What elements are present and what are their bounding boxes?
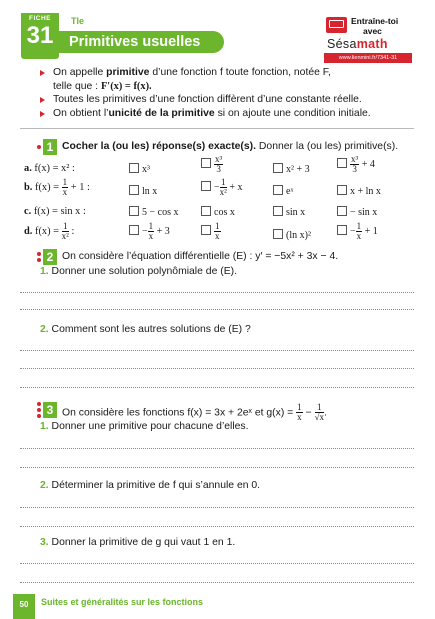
frac-numerator: 1 [62, 177, 68, 187]
exercise-2-question-2 [40, 324, 251, 335]
minus-sign: − [305, 407, 312, 419]
qcm-row-d-label [24, 222, 74, 241]
intro-b3-b: unicité de la primitive [108, 107, 215, 119]
checkbox[interactable] [201, 206, 211, 216]
checkbox[interactable] [273, 206, 283, 216]
row-function-end: + 1 : [70, 181, 90, 193]
frac-numerator: 1 [315, 403, 324, 413]
option-prefix: − [214, 181, 220, 193]
intro-bullet-1-cont [40, 80, 410, 94]
row-letter: c. [24, 206, 32, 217]
sesamath-url[interactable]: www.lienmini.fr/7341-31 [324, 53, 412, 63]
qcm-a-option-4[interactable] [337, 155, 375, 174]
question-text: Comment sont les autres solutions de (E) ? [48, 324, 251, 335]
exercise-2-question-1 [40, 266, 237, 277]
row-letter: d. [24, 225, 33, 237]
title-bar [59, 31, 224, 53]
exercise-3-marker [37, 402, 57, 418]
frac-denominator: 3 [352, 164, 357, 174]
intro-b1-d: telle que : [53, 80, 101, 92]
checkbox[interactable] [129, 163, 139, 173]
checkbox[interactable] [201, 225, 211, 235]
answer-line[interactable] [20, 507, 414, 508]
answer-line[interactable] [20, 309, 414, 310]
qcm-a-option-1[interactable] [129, 163, 150, 175]
question-text: Donner une solution polynômiale de (E). [48, 266, 237, 277]
exercise-2-number: 2 [43, 249, 57, 265]
divider [20, 128, 414, 129]
qcm-row-c-label [24, 206, 86, 217]
qcm-b-option-2[interactable] [201, 178, 242, 197]
sesamath-box[interactable] [324, 16, 412, 64]
answer-line[interactable] [20, 526, 414, 527]
answer-line[interactable] [20, 387, 414, 388]
question-number: 2. [40, 324, 49, 335]
difficulty-dots [37, 402, 42, 418]
question-text: Donner la primitive de g qui vaut 1 en 1. [48, 537, 236, 548]
exercise-3-number: 3 [43, 402, 57, 418]
option-text: 5 − cos x [142, 207, 179, 218]
frac-denominator: x² [219, 187, 227, 197]
option-text: x² + 3 [286, 164, 310, 175]
answer-line[interactable] [20, 292, 414, 293]
qcm-c-option-1[interactable] [129, 206, 178, 218]
qcm-d-option-2[interactable] [201, 222, 221, 241]
ex3-text: On considère les fonctions f(x) = 3x + 2eˣ et g(x) = [62, 407, 294, 419]
qcm-c-option-3[interactable] [273, 206, 305, 218]
row-letter: b. [24, 181, 33, 193]
exercise-1-number: 1 [43, 139, 57, 155]
checkbox[interactable] [273, 185, 283, 195]
row-function: f(x) = x² : [34, 163, 75, 174]
intro-bullet-3 [40, 107, 410, 121]
frac-denominator: x [215, 231, 220, 241]
qcm-a-option-3[interactable] [273, 163, 310, 175]
intro-bullets [40, 66, 410, 120]
qcm-d-option-1[interactable] [129, 222, 170, 241]
question-text: Déterminer la primitive de f qui s’annule en 0. [48, 480, 261, 491]
intro-b1-a: On appelle [53, 67, 107, 78]
question-number: 1. [40, 421, 49, 432]
checkbox[interactable] [337, 206, 347, 216]
qcm-row-b-label [24, 178, 90, 197]
row-letter: a. [24, 163, 32, 174]
row-function: f(x) = [35, 225, 60, 237]
exercise-3-question-2 [40, 480, 260, 491]
checkbox[interactable] [337, 185, 347, 195]
checkbox[interactable] [273, 163, 283, 173]
row-function: f(x) = sin x : [33, 206, 86, 217]
option-text: sin x [286, 207, 306, 218]
checkbox[interactable] [129, 225, 139, 235]
option-suffix: + 3 [156, 225, 170, 237]
answer-line[interactable] [20, 368, 414, 369]
answer-line[interactable] [20, 563, 414, 564]
question-text: Donner une primitive pour chacune d’elles. [48, 421, 249, 432]
answer-line[interactable] [20, 350, 414, 351]
option-text: x³ [142, 164, 150, 175]
frac-denominator: x [297, 412, 302, 422]
row-function: f(x) = [35, 181, 60, 193]
fiche-number: 31 [26, 22, 54, 49]
option-suffix: + 1 [364, 225, 378, 237]
option-text: eˣ [286, 186, 294, 197]
frac-numerator: 1 [220, 177, 226, 187]
intro-bullet-1 [40, 66, 410, 80]
level-badge: Tle [71, 16, 85, 26]
sesamath-logo-a: Sésa [327, 37, 357, 51]
option-prefix: − [142, 225, 148, 237]
option-text: − sin x [350, 207, 378, 218]
intro-b3-a: On obtient l’ [53, 107, 109, 119]
exercise-1-instruction [62, 141, 398, 152]
exercise-2-marker [37, 249, 57, 265]
qcm-c-option-2[interactable] [201, 206, 235, 218]
exercise-3-statement [62, 403, 327, 422]
exercise-2-statement: On considère l’équation différentielle (E) : y′ = −5x² + 3x − 4. [62, 251, 339, 262]
checkbox[interactable] [337, 225, 347, 235]
difficulty-dots [37, 139, 42, 155]
checkbox[interactable] [129, 185, 139, 195]
question-number: 1. [40, 266, 49, 277]
question-number: 2. [40, 480, 49, 491]
frac-numerator: x³ [215, 154, 223, 164]
qcm-b-option-4[interactable] [337, 185, 381, 197]
option-suffix: + x [229, 181, 243, 193]
checkbox[interactable] [201, 158, 211, 168]
fiche-label: FICHE [29, 15, 51, 22]
intro-b1-e: F′(x) = f(x). [100, 80, 152, 92]
answer-line[interactable] [20, 448, 414, 449]
qcm-row-a-label [24, 163, 75, 174]
intro-b1-b: primitive [106, 67, 150, 78]
checkbox[interactable] [201, 181, 211, 191]
checkbox[interactable] [273, 229, 283, 239]
sesamath-line1: Entraîne-toi [351, 16, 399, 26]
ex1-text-b: Donner la (ou les) primitive(s). [256, 141, 399, 152]
question-number: 3. [40, 537, 49, 548]
intro-bullet-2: Toutes les primitives d’une fonction diffèrent d’une constante réelle. [40, 93, 410, 107]
answer-line[interactable] [20, 582, 414, 583]
intro-b3-c: si on ajoute une condition initiale. [214, 107, 371, 119]
checkbox[interactable] [129, 206, 139, 216]
exercise-3-question-1 [40, 421, 249, 432]
qcm-b-option-3[interactable] [273, 185, 293, 197]
frac-numerator: 1 [297, 402, 302, 412]
exercise-1-marker [37, 139, 57, 155]
sesamath-line2: avec [363, 26, 382, 36]
sesamath-logo-b: math [356, 37, 388, 51]
frac-denominator: x [148, 231, 154, 241]
frac-numerator: 1 [63, 221, 68, 231]
page-title: Primitives usuelles [69, 34, 201, 50]
frac-denominator: 3 [216, 164, 221, 174]
option-prefix: − [350, 225, 356, 237]
chapter-title: Suites et généralités sur les fonctions [41, 597, 204, 607]
difficulty-dots [37, 249, 42, 265]
page-number: 50 [19, 600, 29, 609]
qcm-d-option-3[interactable] [273, 229, 311, 241]
sesamath-logo [327, 37, 388, 51]
frac-denominator: x² [61, 231, 69, 241]
option-text: x + ln x [350, 186, 381, 197]
fiche-tab [21, 13, 59, 59]
ex3-text-end: . [323, 407, 327, 419]
option-suffix: + 4 [361, 158, 375, 170]
qcm-c-option-4[interactable] [337, 206, 377, 218]
ex1-text-a: Cocher la (ou les) réponse(s) exacte(s). [62, 141, 257, 152]
frac-numerator: x³ [351, 154, 359, 164]
frac-numerator: 1 [356, 221, 362, 231]
screen-icon [326, 17, 347, 33]
frac-denominator: x [356, 231, 362, 241]
qcm-d-option-4[interactable] [337, 222, 378, 241]
option-text: ln x [142, 186, 158, 197]
intro-b1-c: d’une fonction f toute fonction, notée F, [149, 67, 331, 78]
qcm-a-option-2[interactable] [201, 155, 223, 174]
frac-numerator: 1 [148, 221, 154, 231]
option-text: (ln x)² [286, 230, 311, 241]
row-function-end: : [71, 225, 75, 237]
checkbox[interactable] [337, 158, 347, 168]
frac-numerator: 1 [215, 221, 220, 231]
answer-line[interactable] [20, 467, 414, 468]
frac-denominator: √x [314, 412, 324, 422]
qcm-b-option-1[interactable] [129, 185, 157, 197]
option-text: cos x [214, 207, 235, 218]
frac-denominator: x [62, 187, 68, 197]
exercise-3-question-3 [40, 537, 235, 548]
